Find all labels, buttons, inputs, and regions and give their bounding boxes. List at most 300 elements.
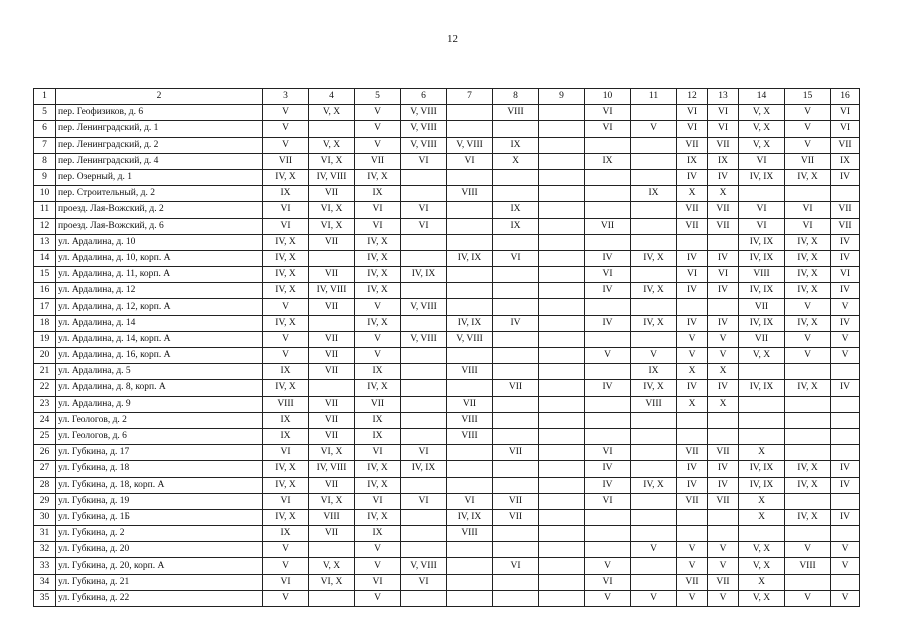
table-row [34,574,860,590]
table-cell [493,428,539,444]
table-cell: IV, IX [739,250,785,266]
table-cell: IV, X [355,169,401,185]
table-cell: VII [677,493,708,509]
table-cell [585,331,631,347]
table-cell: V [355,299,401,315]
table-cell: IV [708,169,739,185]
address-cell: ул. Ардалина, д. 11, корп. А [56,267,263,283]
table-cell: V [785,137,831,153]
table-cell [401,412,447,428]
row-number-cell: 21 [34,364,56,380]
table-cell [631,509,677,525]
table-cell: V [708,590,739,606]
table-header-row [34,89,860,105]
address-cell: ул. Ардалина, д. 14, корп. А [56,331,263,347]
table-cell [539,445,585,461]
table-cell [539,299,585,315]
table-cell: IV, X [355,250,401,266]
row-number-cell: 14 [34,250,56,266]
table-cell [585,412,631,428]
table-cell: IV, X [785,380,831,396]
table-cell: V [631,590,677,606]
table-cell: V [355,121,401,137]
table-row [34,428,860,444]
table-cell: IV, X [355,283,401,299]
table-header-cell: 14 [739,89,785,105]
table-cell: VI [447,153,493,169]
row-number-cell: 10 [34,186,56,202]
table-cell: IV, X [785,169,831,185]
table-cell [447,348,493,364]
table-cell: VI [831,121,860,137]
table-cell: IV, X [355,267,401,283]
table-row [34,218,860,234]
table-cell: IV, X [785,509,831,525]
table-cell: VI [585,121,631,137]
table-cell: VI [355,218,401,234]
table-cell: V [355,348,401,364]
table-cell: IV [677,250,708,266]
table-cell: IV, X [785,234,831,250]
table-cell: VI [447,493,493,509]
table-cell [539,121,585,137]
table-cell: IV, VIII [309,169,355,185]
table-cell [447,121,493,137]
address-cell: пер. Ленинградский, д. 4 [56,153,263,169]
table-cell [493,461,539,477]
table-cell [539,331,585,347]
table-cell: V [631,121,677,137]
table-cell [493,234,539,250]
table-cell: IX [355,364,401,380]
table-cell [401,169,447,185]
table-cell [785,396,831,412]
table-cell: IX [493,218,539,234]
table-cell [631,493,677,509]
table-cell [631,558,677,574]
table-cell: VI [355,445,401,461]
table-cell: VII [493,493,539,509]
table-cell: V, VIII [447,137,493,153]
row-number-cell: 25 [34,428,56,444]
table-cell: V [831,558,860,574]
table-cell: VII [309,299,355,315]
table-cell: VI [401,574,447,590]
table-cell: VI [263,218,309,234]
table-cell: V, X [309,105,355,121]
table-row [34,202,860,218]
table-cell [447,202,493,218]
table-cell: VII [309,348,355,364]
table-cell [447,169,493,185]
table-cell [539,137,585,153]
table-cell [785,526,831,542]
table-cell [631,428,677,444]
table-cell: IV, IX [739,169,785,185]
table-cell [401,590,447,606]
table-row [34,315,860,331]
table-cell: V [263,137,309,153]
table-cell [831,574,860,590]
table-row [34,526,860,542]
table-cell: VI [739,218,785,234]
table-cell: IV, X [355,461,401,477]
table-cell [539,267,585,283]
table-cell: IV, IX [739,234,785,250]
table-row [34,477,860,493]
address-cell: ул. Губкина, д. 1Б [56,509,263,525]
table-cell: IV, X [785,250,831,266]
table-cell: IX [493,202,539,218]
table-cell: VII [739,331,785,347]
table-cell: IV [831,380,860,396]
page-number: 12 [447,33,458,45]
table-cell [539,558,585,574]
table-header-cell: 2 [56,89,263,105]
table-cell [539,428,585,444]
table-cell [447,105,493,121]
table-cell: VII [831,218,860,234]
table-cell: V [263,299,309,315]
table-cell: VI [401,218,447,234]
table-row [34,250,860,266]
table-cell: VI [739,202,785,218]
table-row [34,153,860,169]
table-cell: IX [263,428,309,444]
table-row [34,299,860,315]
table-cell [708,412,739,428]
table-header-cell: 3 [263,89,309,105]
table-cell: VIII [785,558,831,574]
table-cell: VI [708,267,739,283]
table-cell: X [708,396,739,412]
table-cell [493,169,539,185]
table-header-cell: 5 [355,89,401,105]
table-cell [585,542,631,558]
table-cell: IV [708,283,739,299]
table-cell: VII [708,574,739,590]
table-cell: V [355,558,401,574]
table-cell: VII [493,509,539,525]
table-cell: VI [401,445,447,461]
row-number-cell: 5 [34,105,56,121]
address-cell: ул. Ардалина, д. 12, корп. А [56,299,263,315]
table-cell: VI, X [309,218,355,234]
table-row [34,509,860,525]
table-cell [401,542,447,558]
address-cell: пер. Геофизиков, д. 6 [56,105,263,121]
table-cell: VI [677,105,708,121]
table-cell [539,526,585,542]
table-cell: VIII [447,428,493,444]
table-cell: V [355,105,401,121]
table-cell: IV, X [785,461,831,477]
address-cell: пер. Ленинградский, д. 2 [56,137,263,153]
table-cell [539,461,585,477]
table-cell: X [677,186,708,202]
table-cell [493,542,539,558]
table-cell: VI, X [309,445,355,461]
table-cell [539,380,585,396]
table-cell [631,202,677,218]
table-cell: V [831,299,860,315]
table-cell: IV, X [785,315,831,331]
address-cell: ул. Губкина, д. 20 [56,542,263,558]
table-cell [785,493,831,509]
row-number-cell: 18 [34,315,56,331]
table-cell: IX [355,428,401,444]
table-cell: V, X [739,590,785,606]
table-cell [831,186,860,202]
address-cell: проезд. Лая-Вожский, д. 6 [56,218,263,234]
table-cell: VI [585,493,631,509]
table-cell: IV [708,477,739,493]
table-cell [401,234,447,250]
row-number-cell: 17 [34,299,56,315]
table-cell: X [739,574,785,590]
table-cell: IV, IX [447,250,493,266]
table-cell [631,574,677,590]
table-cell: IV, X [355,315,401,331]
table-cell: VI [263,493,309,509]
table-cell: IV, X [355,477,401,493]
table-cell [585,234,631,250]
table-cell: V [355,542,401,558]
table-cell [447,558,493,574]
table-cell [493,477,539,493]
table-cell: IX [263,186,309,202]
table-cell: VI [739,153,785,169]
table-cell: V [785,299,831,315]
table-header-cell: 9 [539,89,585,105]
table-cell: IV, X [263,461,309,477]
table-cell [631,267,677,283]
table-cell: VII [708,218,739,234]
table-cell: X [493,153,539,169]
table-cell: V [785,348,831,364]
table-header-cell: 7 [447,89,493,105]
table-cell: X [739,509,785,525]
table-row [34,137,860,153]
table-cell: VI [585,105,631,121]
table-cell: VI [585,445,631,461]
table-cell: VII [309,396,355,412]
table-cell: VIII [447,186,493,202]
table-row [34,493,860,509]
table-cell: X [739,445,785,461]
table-cell: IV, IX [739,461,785,477]
table-cell: V [677,558,708,574]
table-cell: V [677,348,708,364]
table-cell [447,234,493,250]
address-cell: ул. Ардалина, д. 12 [56,283,263,299]
table-cell [447,299,493,315]
address-cell: ул. Геологов, д. 2 [56,412,263,428]
table-cell [401,186,447,202]
row-number-cell: 28 [34,477,56,493]
address-cell: ул. Губкина, д. 22 [56,590,263,606]
table-cell: VII [355,153,401,169]
table-cell: VII [677,218,708,234]
table-cell: IV [585,250,631,266]
table-cell [585,428,631,444]
table-cell: IX [355,526,401,542]
table-cell [493,574,539,590]
table-cell: V, VIII [447,331,493,347]
table-cell: V, X [739,137,785,153]
table-cell [677,509,708,525]
table-cell: V, X [309,137,355,153]
table-cell [493,331,539,347]
table-cell: VII [708,137,739,153]
table-cell [585,137,631,153]
address-cell: ул. Губкина, д. 18, корп. А [56,477,263,493]
table-cell: VII [309,331,355,347]
table-cell [585,299,631,315]
table-cell: V [263,558,309,574]
table-cell: V [355,331,401,347]
table-cell: IX [585,153,631,169]
table-cell [585,169,631,185]
address-cell: ул. Губкина, д. 20, корп. А [56,558,263,574]
table-cell: X [708,186,739,202]
table-cell [539,315,585,331]
table-cell: V [585,590,631,606]
row-number-cell: 30 [34,509,56,525]
table-cell: IV [585,315,631,331]
table-row [34,234,860,250]
table-cell: VII [309,428,355,444]
table-cell: VI [355,574,401,590]
table-cell [539,348,585,364]
table-cell: VI [355,493,401,509]
table-cell: V, X [309,558,355,574]
table-cell: VII [677,574,708,590]
table-cell: VII [677,445,708,461]
data-table [33,88,860,607]
table-cell: V [785,331,831,347]
table-cell: IV [708,315,739,331]
table-cell: IV, IX [447,509,493,525]
table-cell [785,186,831,202]
table-cell: VI [708,121,739,137]
table-cell: IV, X [263,234,309,250]
table-cell: VI [401,153,447,169]
table-cell: VI [677,267,708,283]
table-cell [539,202,585,218]
table-cell: IV, X [263,477,309,493]
table-cell: VI [355,202,401,218]
table-cell: V, X [739,558,785,574]
table-cell: V [263,542,309,558]
address-cell: ул. Ардалина, д. 10, корп. А [56,250,263,266]
table-cell: IV, X [631,477,677,493]
table-cell: IV [677,461,708,477]
table-cell [539,105,585,121]
table-cell: V [831,331,860,347]
table-row [34,380,860,396]
table-cell: VIII [739,267,785,283]
table-cell: VII [309,364,355,380]
table-cell [631,461,677,477]
table-cell [631,445,677,461]
table-cell: IV [831,315,860,331]
address-cell: ул. Губкина, д. 17 [56,445,263,461]
table-cell: VII [263,153,309,169]
table-cell: IV, X [785,267,831,283]
table-cell: VII [309,186,355,202]
table-cell [739,526,785,542]
table-cell [493,299,539,315]
table-cell [585,186,631,202]
table-cell: IV [831,509,860,525]
table-cell: V [585,348,631,364]
table-cell: VI [263,574,309,590]
table-cell: X [739,493,785,509]
table-cell [401,283,447,299]
table-cell: IV, IX [739,477,785,493]
table-cell: IX [263,364,309,380]
table-cell: V [677,542,708,558]
table-cell: VII [309,477,355,493]
table-cell: IV [585,477,631,493]
table-cell: V [263,590,309,606]
table-cell [539,153,585,169]
row-number-cell: 24 [34,412,56,428]
table-cell: IV, IX [401,461,447,477]
table-cell: IV, X [631,283,677,299]
table-cell: IX [263,412,309,428]
address-cell: ул. Ардалина, д. 14 [56,315,263,331]
table-cell: IV, IX [739,315,785,331]
table-cell [401,380,447,396]
table-cell [708,526,739,542]
table-cell: VII [585,218,631,234]
table-cell [831,445,860,461]
table-cell [631,169,677,185]
table-row [34,396,860,412]
table-cell: VI [831,105,860,121]
table-cell [739,186,785,202]
table-cell: V [831,542,860,558]
table-cell: VI [708,105,739,121]
row-number-cell: 26 [34,445,56,461]
table-cell: IV, X [263,283,309,299]
table-cell: IV [708,380,739,396]
table-cell: V, VIII [401,331,447,347]
table-header-cell: 16 [831,89,860,105]
table-cell [677,299,708,315]
table-cell [447,590,493,606]
table-cell: IV [585,461,631,477]
address-cell: проезд. Лая-Вожский, д. 2 [56,202,263,218]
table-cell [447,218,493,234]
table-cell: IV, X [355,380,401,396]
table-cell [785,364,831,380]
table-cell [447,461,493,477]
table-cell [585,202,631,218]
table-cell [785,428,831,444]
table-cell [539,218,585,234]
table-cell [785,574,831,590]
table-cell: V [355,137,401,153]
row-number-cell: 7 [34,137,56,153]
table-row [34,283,860,299]
table-cell [631,331,677,347]
row-number-cell: 31 [34,526,56,542]
table-header-cell: 8 [493,89,539,105]
table-cell [585,364,631,380]
